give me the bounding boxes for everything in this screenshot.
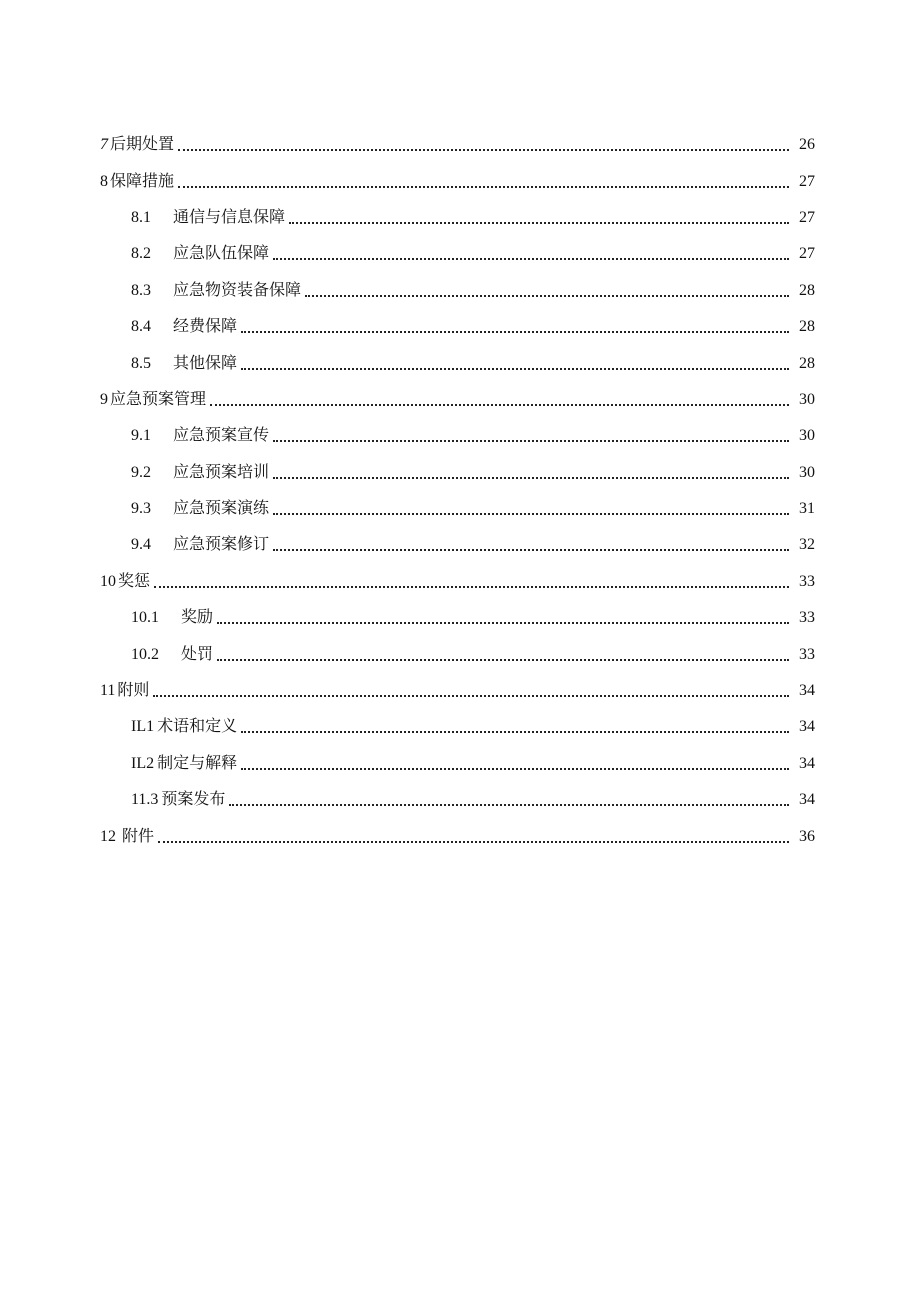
toc-entry-number: 9 — [100, 390, 108, 408]
toc-page-number: 28 — [799, 281, 815, 299]
toc-entry-number: 10.2 — [131, 645, 159, 663]
toc-entry-8-3[interactable] — [0, 273, 920, 309]
toc-entry-title: 应急预案修订 — [173, 536, 270, 554]
toc-page-number: 31 — [799, 500, 815, 518]
toc-entry-8-4[interactable] — [0, 309, 920, 345]
toc-entry-number: 9.3 — [131, 500, 151, 518]
toc-entry-7[interactable] — [0, 127, 920, 163]
toc-entry-number: 7 — [100, 136, 108, 154]
dot-leader — [273, 258, 789, 260]
toc-entry-number: 11.3 — [131, 791, 159, 809]
dot-leader — [241, 368, 789, 370]
toc-page-number: 26 — [799, 136, 815, 154]
toc-entry-title: 其他保障 — [173, 354, 238, 372]
toc-entry-title: 应急队伍保障 — [173, 245, 270, 263]
dot-leader — [241, 768, 789, 770]
toc-entry-title: 通信与信息保障 — [173, 208, 286, 226]
toc-entry-10-1[interactable] — [0, 600, 920, 636]
dot-leader — [158, 841, 789, 843]
dot-leader — [273, 440, 789, 442]
toc-page-number: 28 — [799, 354, 815, 372]
toc-entry-number: 9.2 — [131, 463, 151, 481]
toc-page-number: 28 — [799, 318, 815, 336]
toc-entry-title: 应急预案管理 — [110, 390, 207, 408]
toc-entry-number: 11 — [100, 682, 116, 700]
toc-entry-9-4[interactable] — [0, 527, 920, 563]
toc-entry-9[interactable] — [0, 382, 920, 418]
toc-entry-title: 后期处置 — [110, 136, 175, 154]
toc-entry-number: 9.4 — [131, 536, 151, 554]
toc-entry-title: 应急预案培训 — [173, 463, 270, 481]
toc-entry-number: IL1 — [131, 718, 155, 736]
toc-entry-number: 10.1 — [131, 609, 159, 627]
toc-entry-9-1[interactable] — [0, 418, 920, 454]
toc-entry-number: 12 — [100, 827, 116, 845]
toc-entry-title: 术语和定义 — [157, 718, 238, 736]
toc-entry-10[interactable] — [0, 564, 920, 600]
toc-entry-8-2[interactable] — [0, 236, 920, 272]
toc-entry-number: 8.1 — [131, 208, 151, 226]
toc-entry-title: 奖惩 — [118, 572, 151, 590]
toc-page-number: 27 — [799, 208, 815, 226]
dot-leader — [178, 149, 789, 151]
toc-page-number: 34 — [799, 754, 815, 772]
dot-leader — [229, 804, 789, 806]
toc-entry-9-3[interactable] — [0, 491, 920, 527]
toc-page-number: 34 — [799, 791, 815, 809]
dot-leader — [289, 222, 789, 224]
toc-entry-title: 经费保障 — [173, 318, 238, 336]
toc-page-number: 30 — [799, 463, 815, 481]
dot-leader — [217, 659, 789, 661]
toc-entry-title: 应急物资装备保障 — [173, 281, 302, 299]
toc-page-number: 30 — [799, 390, 815, 408]
dot-leader — [273, 549, 789, 551]
dot-leader — [273, 513, 789, 515]
dot-leader — [153, 695, 789, 697]
toc-entry-9-2[interactable] — [0, 455, 920, 491]
toc-entry-10-2[interactable] — [0, 636, 920, 672]
toc-entry-number: 8.3 — [131, 281, 151, 299]
toc-page-number: 32 — [799, 536, 815, 554]
toc-page-number: 27 — [799, 172, 815, 190]
toc-entry-title: 制定与解释 — [157, 754, 238, 772]
toc-entry-11-3[interactable] — [0, 782, 920, 818]
dot-leader — [241, 731, 789, 733]
dot-leader — [241, 331, 789, 333]
toc-page-number: 34 — [799, 682, 815, 700]
toc-page-number: 33 — [799, 609, 815, 627]
toc-entry-8-5[interactable] — [0, 345, 920, 381]
toc-entry-title: 奖励 — [181, 609, 214, 627]
toc-entry-number: 9.1 — [131, 427, 151, 445]
toc-entry-8-1[interactable] — [0, 200, 920, 236]
toc-entry-8[interactable] — [0, 163, 920, 199]
toc-entry-number: 8.2 — [131, 245, 151, 263]
toc-entry-11[interactable] — [0, 673, 920, 709]
toc-entry-number: 8.5 — [131, 354, 151, 372]
dot-leader — [217, 622, 789, 624]
toc-entry-12[interactable] — [0, 818, 920, 854]
toc-entry-title: 处罚 — [181, 645, 214, 663]
toc-entry-title: 应急预案演练 — [173, 500, 270, 518]
toc-page-number: 27 — [799, 245, 815, 263]
dot-leader — [154, 586, 789, 588]
table-of-contents — [0, 127, 920, 855]
dot-leader — [178, 186, 789, 188]
toc-entry-11-1[interactable] — [0, 709, 920, 745]
toc-entry-title: 预案发布 — [161, 791, 226, 809]
toc-entry-title: 附件 — [122, 827, 155, 845]
dot-leader — [273, 477, 789, 479]
toc-entry-title: 附则 — [117, 682, 150, 700]
dot-leader — [210, 404, 789, 406]
toc-page-number: 33 — [799, 572, 815, 590]
toc-page-number: 34 — [799, 718, 815, 736]
dot-leader — [305, 295, 789, 297]
toc-entry-title: 应急预案宣传 — [173, 427, 270, 445]
toc-page-number: 33 — [799, 645, 815, 663]
toc-entry-number: 8 — [100, 172, 108, 190]
toc-entry-title: 保障措施 — [110, 172, 175, 190]
toc-entry-number: 10 — [100, 572, 116, 590]
toc-page-number: 30 — [799, 427, 815, 445]
toc-entry-number: IL2 — [131, 754, 155, 772]
toc-entry-11-2[interactable] — [0, 746, 920, 782]
toc-page-number: 36 — [799, 827, 815, 845]
toc-entry-number: 8.4 — [131, 318, 151, 336]
